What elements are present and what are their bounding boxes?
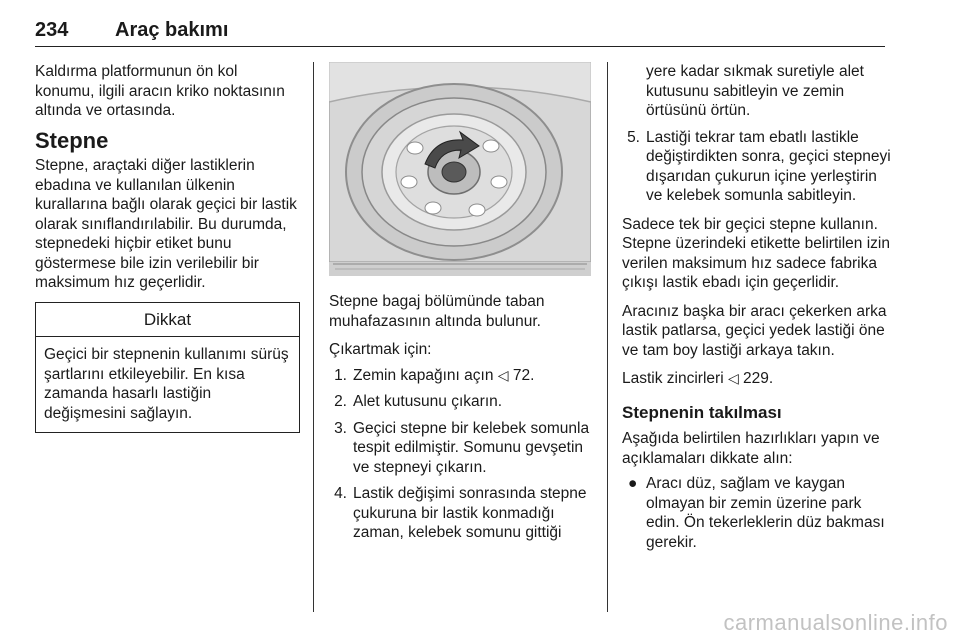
step-continuation: yere kadar sıkmak suretiyle alet kutusunu sabitleyin ve zemin örtüsünü örtün.	[646, 63, 864, 119]
caution-title: Dikkat	[36, 303, 299, 338]
spare-tire-paragraph: Stepne, araçtaki diğer lastiklerin ebadına ve kullanılan ülkenin kurallarına bağlı olarak geçici bir lastik olarak sınıflandırılabilir. Bu durumda, stepnedeki hiçbir etiket bunu göstermese bile izin verilebilir bir maksimum hız geçerlidir.	[35, 157, 297, 291]
watermark: carmanualsonline.info	[723, 610, 948, 635]
bullet-item: ● Aracı düz, sağlam ve kaygan olmayan bir zemin üzerine park edin. Ön tekerleklerin düz bakması gerekir.	[628, 475, 885, 551]
cross-ref-arrow-icon: ◁	[497, 366, 509, 383]
removal-steps	[329, 366, 599, 543]
page-header	[35, 10, 885, 47]
cross-ref-link[interactable]: 229.	[743, 370, 774, 387]
spare-tire-illustration	[329, 62, 591, 276]
towing-paragraph: Aracınız başka bir aracı çekerken arka lastik patlarsa, geçici yedek lastiği öne ve tam boy lastiği arkaya takın.	[622, 302, 887, 359]
single-spare-paragraph: Sadece tek bir geçici stepne kullanın. Stepne üzerindeki etikette belirtilen izin verilen maksimum hız sadece fabrika çıkışı lastik ebadı için geçerlidir.	[622, 215, 890, 291]
section-heading-stepne: Stepne	[35, 127, 109, 153]
intro-paragraph: Kaldırma platformunun ön kol konumu, ilgili aracın kriko noktasının altında ve ortasında.	[35, 63, 285, 119]
tire-chains-reference: Lastik zincirleri ◁ 229.	[622, 370, 774, 387]
step-item: 1. Zemin kapağını açın ◁ 72.	[334, 366, 535, 384]
step-item: 2. Alet kutusunu çıkarın.	[334, 393, 503, 410]
cross-ref-arrow-icon: ◁	[727, 370, 739, 386]
chapter-title: Araç bakımı	[115, 19, 229, 41]
removal-intro: Çıkartmak için:	[329, 341, 432, 358]
column-divider-1	[313, 62, 314, 612]
page-number: 234	[35, 19, 69, 41]
column-middle	[329, 62, 599, 550]
mounting-intro: Aşağıda belirtilen hazırlıkları yapın ve açıklamaları dikkate alın:	[622, 430, 880, 467]
column-left	[35, 62, 300, 433]
caution-box	[35, 302, 300, 434]
cross-ref-link[interactable]: 72.	[512, 366, 535, 384]
bullet-icon: ●	[628, 475, 638, 492]
step-item: 4. Lastik değişimi sonrasında stepne çukuruna bir lastik konmadığı zaman, kelebek somunu gittiği	[334, 485, 587, 541]
column-divider-2	[607, 62, 608, 612]
step-item: 5. Lastiği tekrar tam ebatlı lastikle değiştirdikten sonra, geçici stepneyi dışarıdan çukurun içine yerleştirin ve kelebek somunla sabitleyin.	[627, 128, 891, 204]
spare-location-caption: Stepne bagaj bölümünde taban muhafazasının altında bulunur.	[329, 293, 545, 330]
caution-body: Geçici bir stepnenin kullanımı sürüş şartlarını etkileyebilir. En kısa zamanda hasarlı lastiğin değişmesini sağlayın.	[44, 346, 289, 422]
step-item: 3. Geçici stepne bir kelebek somunla tespit edilmiştir. Somunu gevşetin ve stepneyi çıkarın.	[334, 419, 590, 476]
column-right	[622, 62, 892, 559]
preparation-list	[622, 474, 892, 552]
section-heading-mounting: Stepnenin takılması	[622, 402, 782, 422]
